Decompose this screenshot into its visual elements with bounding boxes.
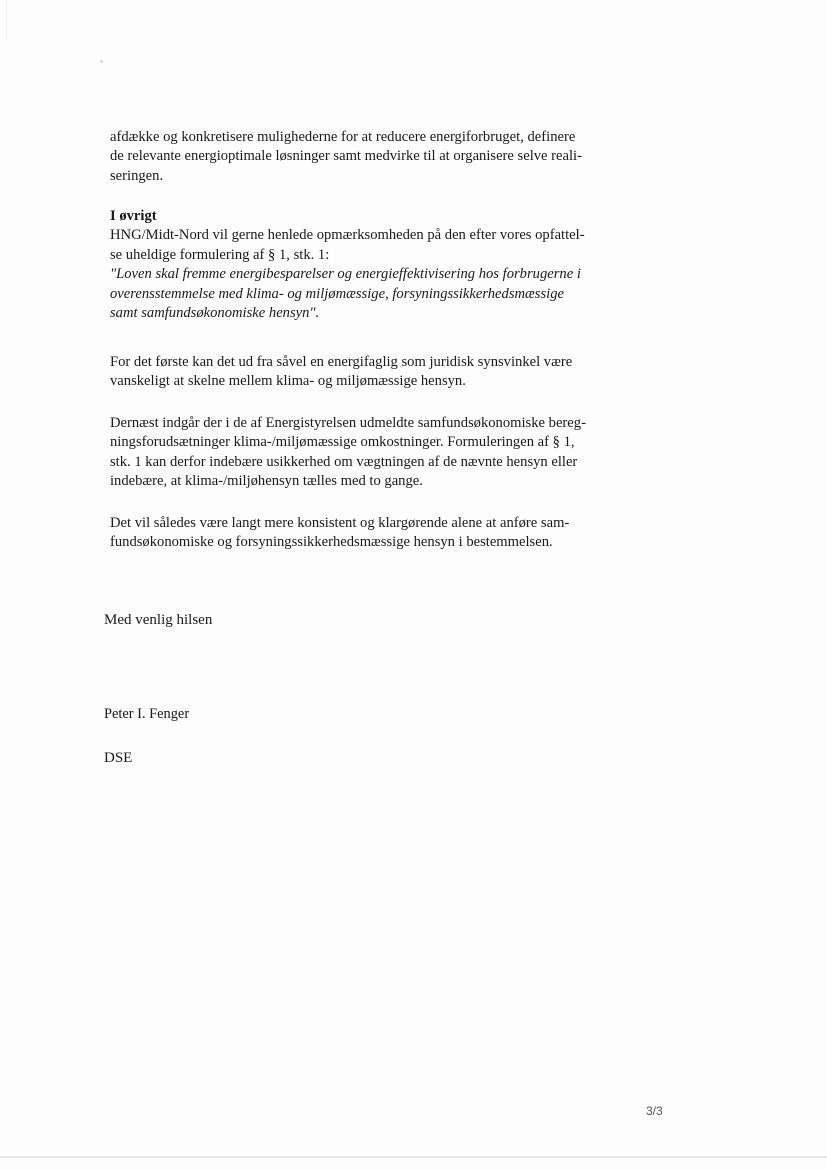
quote-line: "Loven skal fremme energibesparelser og energieffektivisering hos forbrugerne i xyxy=(110,266,581,283)
scan-bottom-edge xyxy=(0,1156,827,1158)
text-line: afdække og konkretisere mulighederne for at reducere energiforbruget, definere xyxy=(110,129,576,145)
page-number: 3/3 xyxy=(646,1104,663,1118)
text-line: se uheldige formulering af § 1, stk. 1: xyxy=(110,246,330,263)
quote-line: samt samfundsøkonomiske hensyn". xyxy=(110,305,320,322)
text-line: indebære, at klima-/miljøhensyn tælles med to gange. xyxy=(110,473,423,490)
paragraph-first xyxy=(110,353,620,392)
text-line: de relevante energioptimale løsninger samt medvirke til at organisere selve reali- xyxy=(110,148,582,165)
ovrigt-section xyxy=(110,207,620,323)
closing-greeting: Med venlig hilsen xyxy=(104,612,213,628)
text-line: ningsforudsætninger klima-/miljømæssige omkostninger. Formuleringen af § 1, xyxy=(110,434,575,451)
intro-paragraph xyxy=(110,128,620,186)
scan-edge-mark xyxy=(6,0,7,40)
scan-speck xyxy=(100,60,103,63)
text-line: For det første kan det ud fra såvel en energifaglig som juridisk synsvinkel være xyxy=(110,354,573,370)
text-line: HNG/Midt-Nord vil gerne henlede opmærksomheden på den efter vores opfattel- xyxy=(110,227,585,244)
text-line: stk. 1 kan derfor indebære usikkerhed om vægtningen af de nævnte hensyn eller xyxy=(110,453,578,470)
signatory-name: Peter I. Fenger xyxy=(104,706,190,722)
quote-line: overensstemmelse med klima- og miljømæssige, forsyningssikkerhedsmæssige xyxy=(110,285,564,302)
text-line: vanskeligt at skelne mellem klima- og miljømæssige hensyn. xyxy=(110,373,466,390)
paragraph-third xyxy=(110,514,620,553)
paragraph-second xyxy=(110,414,620,492)
text-line: Dernæst indgår der i de af Energistyrelsen udmeldte samfundsøkonomiske bereg- xyxy=(110,415,586,431)
text-line: fundsøkonomiske og forsyningssikkerhedsmæssige hensyn i bestemmelsen. xyxy=(110,534,553,551)
signatory-organization: DSE xyxy=(104,750,133,766)
text-line: Det vil således være langt mere konsistent og klargørende alene at anføre sam- xyxy=(110,515,570,531)
section-heading: I øvrigt xyxy=(110,208,157,224)
text-line: seringen. xyxy=(110,167,164,184)
